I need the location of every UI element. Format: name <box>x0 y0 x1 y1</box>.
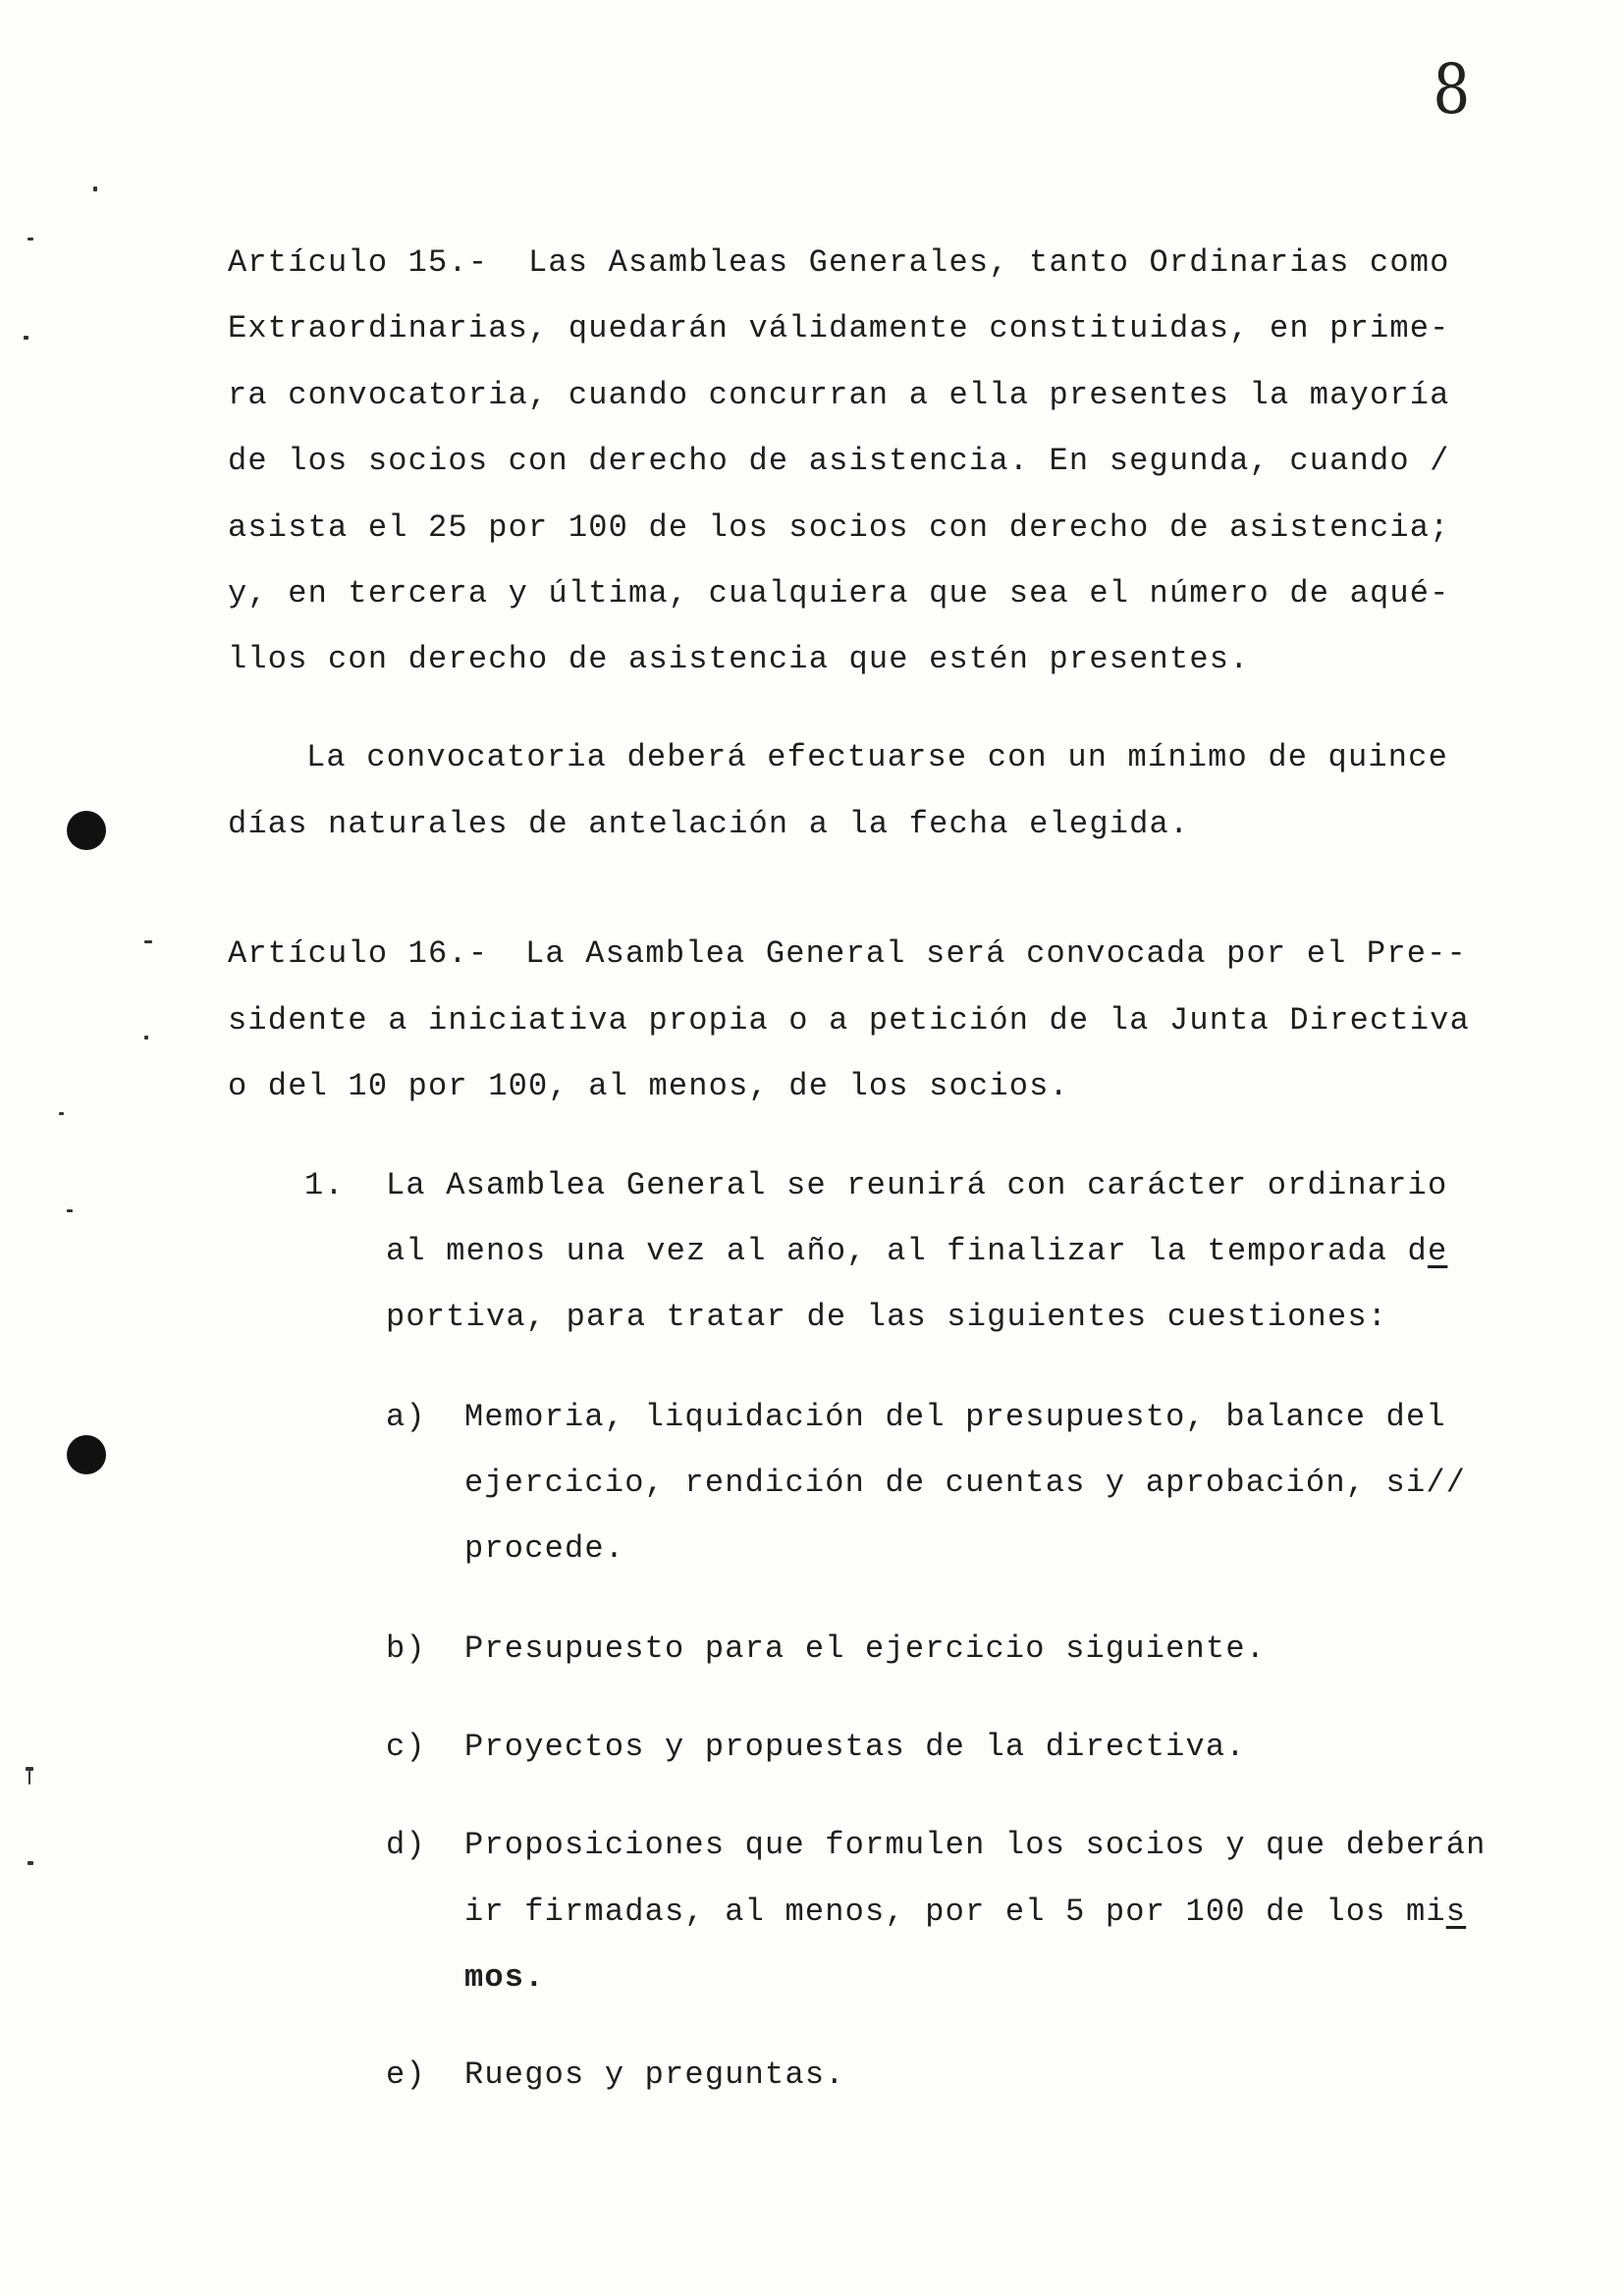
item-e-line-1: Ruegos y preguntas. <box>464 2056 845 2093</box>
article-15-paragraph-2-line-1: La convocatoria deberá efectuarse con un mínimo de quince <box>306 739 1448 775</box>
item-a-line-1: Memoria, liquidación del presupuesto, balance del <box>464 1399 1446 1435</box>
article-16-line-2: sidente a iniciativa propia o a petición de la Junta Directiva <box>228 1002 1470 1039</box>
point-1-line-1: La Asamblea General se reunirá con carácter ordinario <box>386 1167 1448 1203</box>
item-d-letter: d) <box>386 1827 426 1863</box>
item-d-line-3: mos. <box>464 1959 545 1996</box>
item-b-letter: b) <box>386 1630 426 1667</box>
article-15-line-2: Extraordinarias, quedarán válidamente constituidas, en prime- <box>228 310 1450 347</box>
point-1-line-3: portiva, para tratar de las siguientes cuestiones: <box>386 1299 1388 1335</box>
item-a-line-2: ejercicio, rendición de cuentas y aprobación, si// <box>464 1465 1467 1501</box>
item-e-letter: e) <box>386 2056 426 2093</box>
article-15-line-4: de los socios con derecho de asistencia. En segunda, cuando / <box>228 443 1450 479</box>
article-15-line-3: ra convocatoria, cuando concurran a ella presentes la mayoría <box>228 377 1450 413</box>
article-15-heading: Artículo 15.- <box>228 244 489 281</box>
margin-mark <box>59 1112 64 1115</box>
point-1-line-2: al menos una vez al año, al finalizar la temporada de <box>386 1233 1448 1269</box>
item-a-letter: a) <box>386 1399 426 1435</box>
margin-mark <box>24 336 28 340</box>
article-16-heading: Artículo 16.- <box>228 935 489 972</box>
margin-mark <box>27 1861 33 1865</box>
page-number: 8 <box>1433 49 1471 130</box>
punch-hole-top <box>67 811 106 850</box>
point-1-number: 1. <box>304 1167 345 1203</box>
item-c-line-1: Proyectos y propuestas de la directiva. <box>464 1729 1246 1765</box>
margin-mark <box>28 1771 30 1785</box>
item-d-line-2: ir firmadas, al menos, por el 5 por 100 de los mis <box>464 1894 1467 1930</box>
margin-mark <box>27 238 33 240</box>
margin-mark <box>144 940 152 943</box>
item-a-line-3: procede. <box>464 1530 625 1567</box>
margin-mark <box>93 187 97 191</box>
article-15-line-7: llos con derecho de asistencia que estén presentes. <box>228 641 1250 677</box>
item-b-line-1: Presupuesto para el ejercicio siguiente. <box>464 1630 1267 1667</box>
margin-mark <box>144 1036 148 1040</box>
article-15-line-6: y, en tercera y última, cualquiera que sea el número de aqué- <box>228 575 1450 612</box>
punch-hole-bottom <box>67 1435 106 1474</box>
article-16-line-1: La Asamblea General será convocada por el Pre-- <box>525 935 1467 972</box>
item-c-letter: c) <box>386 1729 426 1765</box>
article-15-line-5: asista el 25 por 100 de los socios con derecho de asistencia; <box>228 509 1450 546</box>
article-16-line-3: o del 10 por 100, al menos, de los socios. <box>228 1068 1069 1104</box>
item-d-line-1: Proposiciones que formulen los socios y que deberán <box>464 1827 1487 1863</box>
margin-mark <box>67 1209 73 1212</box>
article-15-paragraph-2-line-2: días naturales de antelación a la fecha elegida. <box>228 806 1190 842</box>
article-15-line-1: Las Asambleas Generales, tanto Ordinarias como <box>528 244 1450 281</box>
